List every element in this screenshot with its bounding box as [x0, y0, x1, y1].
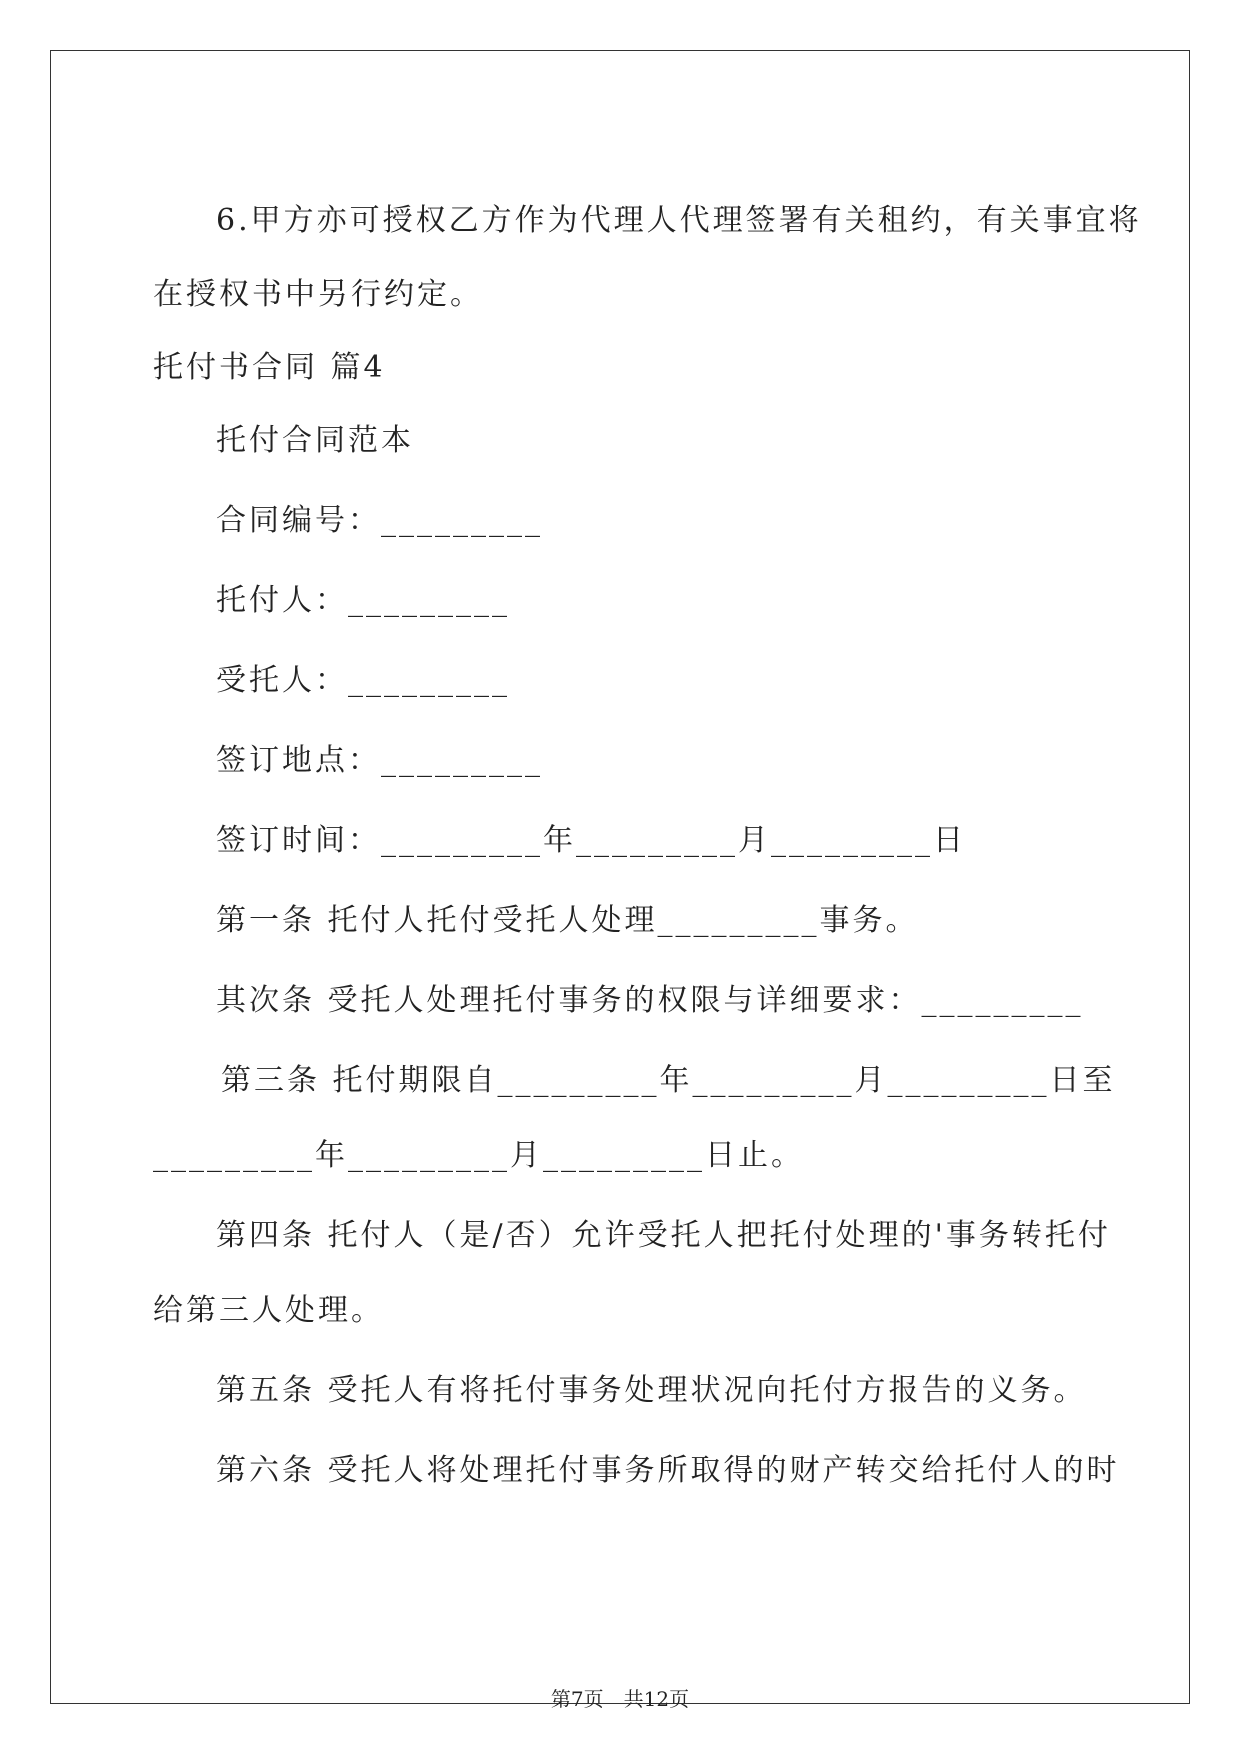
- article-2: 其次条 受托人处理托付事务的权限与详细要求：_________: [216, 983, 1084, 1018]
- document-page: [50, 50, 1190, 1711]
- article-3-cont: _________年_________月_________日止。: [153, 1138, 804, 1173]
- article-1: 第一条 托付人托付受托人处理_________事务。: [216, 903, 919, 938]
- article-6: 第六条 受托人将处理托付事务所取得的财产转交给托付人的时: [216, 1453, 1120, 1488]
- article-3: 第三条 托付期限自_________年_________月_________日至: [221, 1063, 1116, 1098]
- signing-place-field: 签订地点：_________: [216, 743, 543, 778]
- paragraph-line: 6.甲方亦可授权乙方作为代理人代理签署有关租约，有关事宜将: [216, 203, 1142, 238]
- agent-field: 受托人：_________: [216, 663, 510, 698]
- page-number: 第7页 共12页: [550, 1687, 690, 1711]
- signing-date-field: 签订时间：_________年_________月_________日: [216, 823, 966, 858]
- principal-field: 托付人：_________: [216, 583, 510, 618]
- article-4: 第四条 托付人（是/否）允许受托人把托付处理的'事务转托付: [216, 1218, 1111, 1253]
- section-heading: 托付书合同 篇4: [153, 350, 386, 385]
- contract-number-field: 合同编号：_________: [216, 503, 543, 538]
- contract-title: 托付合同范本: [216, 423, 414, 458]
- paragraph-line: 在授权书中另行约定。: [153, 277, 483, 312]
- article-4-cont: 给第三人处理。: [153, 1293, 384, 1328]
- article-5: 第五条 受托人有将托付事务处理状况向托付方报告的义务。: [216, 1373, 1087, 1408]
